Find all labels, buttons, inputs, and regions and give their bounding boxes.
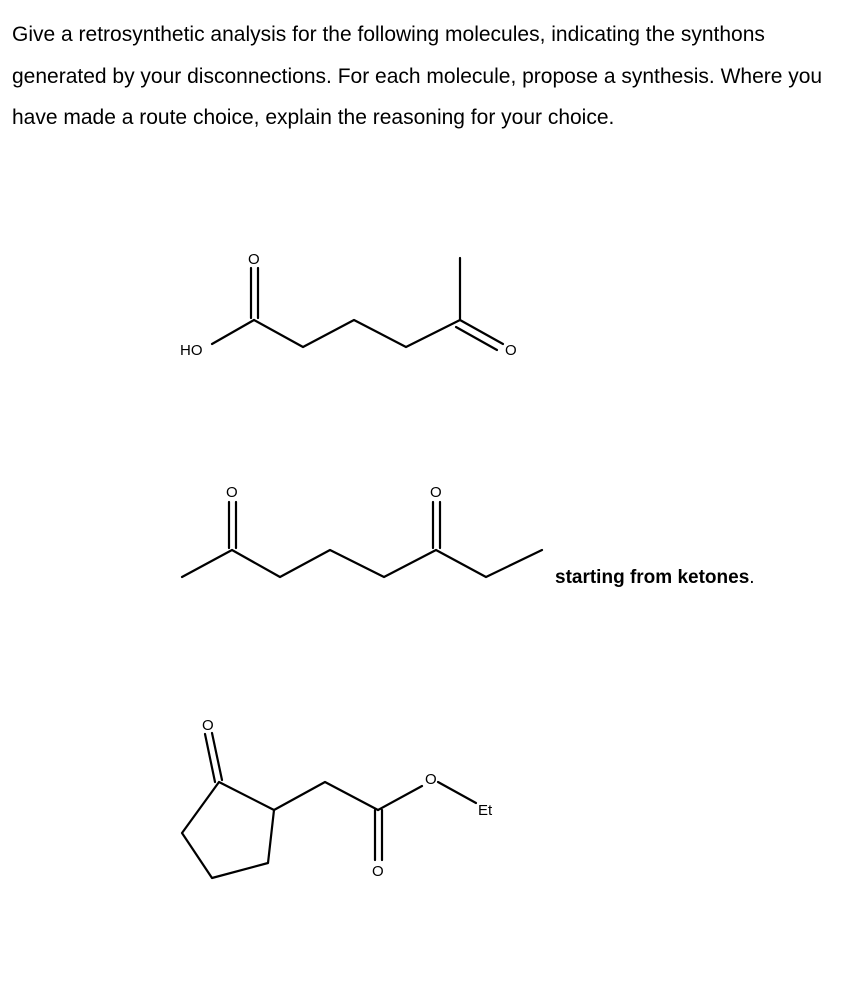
question-text: Give a retrosynthetic analysis for the following molecules, indicating the synthons generated by your disconnections. For each molecule, propose a synthesis. Where you have made a route choice, explain the reasoning for your choice.	[12, 23, 823, 129]
carbon-chain	[254, 320, 460, 347]
bond-c-o-ester	[378, 786, 422, 810]
o-right-label: O	[430, 484, 442, 501]
o-left-label: O	[226, 484, 238, 501]
bond-o-et	[438, 782, 476, 803]
side-chain	[274, 782, 378, 810]
carbon-chain	[182, 550, 542, 577]
ester-o-label: O	[425, 771, 437, 788]
cyclopentane-ring	[182, 782, 274, 878]
carbonyl-o-label: O	[248, 251, 260, 268]
molecule-3-keto-ester	[170, 710, 530, 890]
note-period: .	[749, 567, 755, 588]
ethyl-label: Et	[478, 802, 493, 819]
ketone-o-label: O	[505, 342, 517, 359]
bond-ho-c1	[212, 320, 254, 344]
ketone-start-note	[555, 567, 755, 589]
molecule-2-diketone	[170, 478, 560, 588]
note-bold-text: starting from ketones	[555, 567, 750, 588]
molecule-1-levulinic-acid	[170, 240, 530, 370]
ester-carbonyl-o-label: O	[372, 863, 384, 880]
hydroxyl-label: HO	[180, 342, 203, 359]
ring-ketone-o-label: O	[202, 717, 214, 734]
